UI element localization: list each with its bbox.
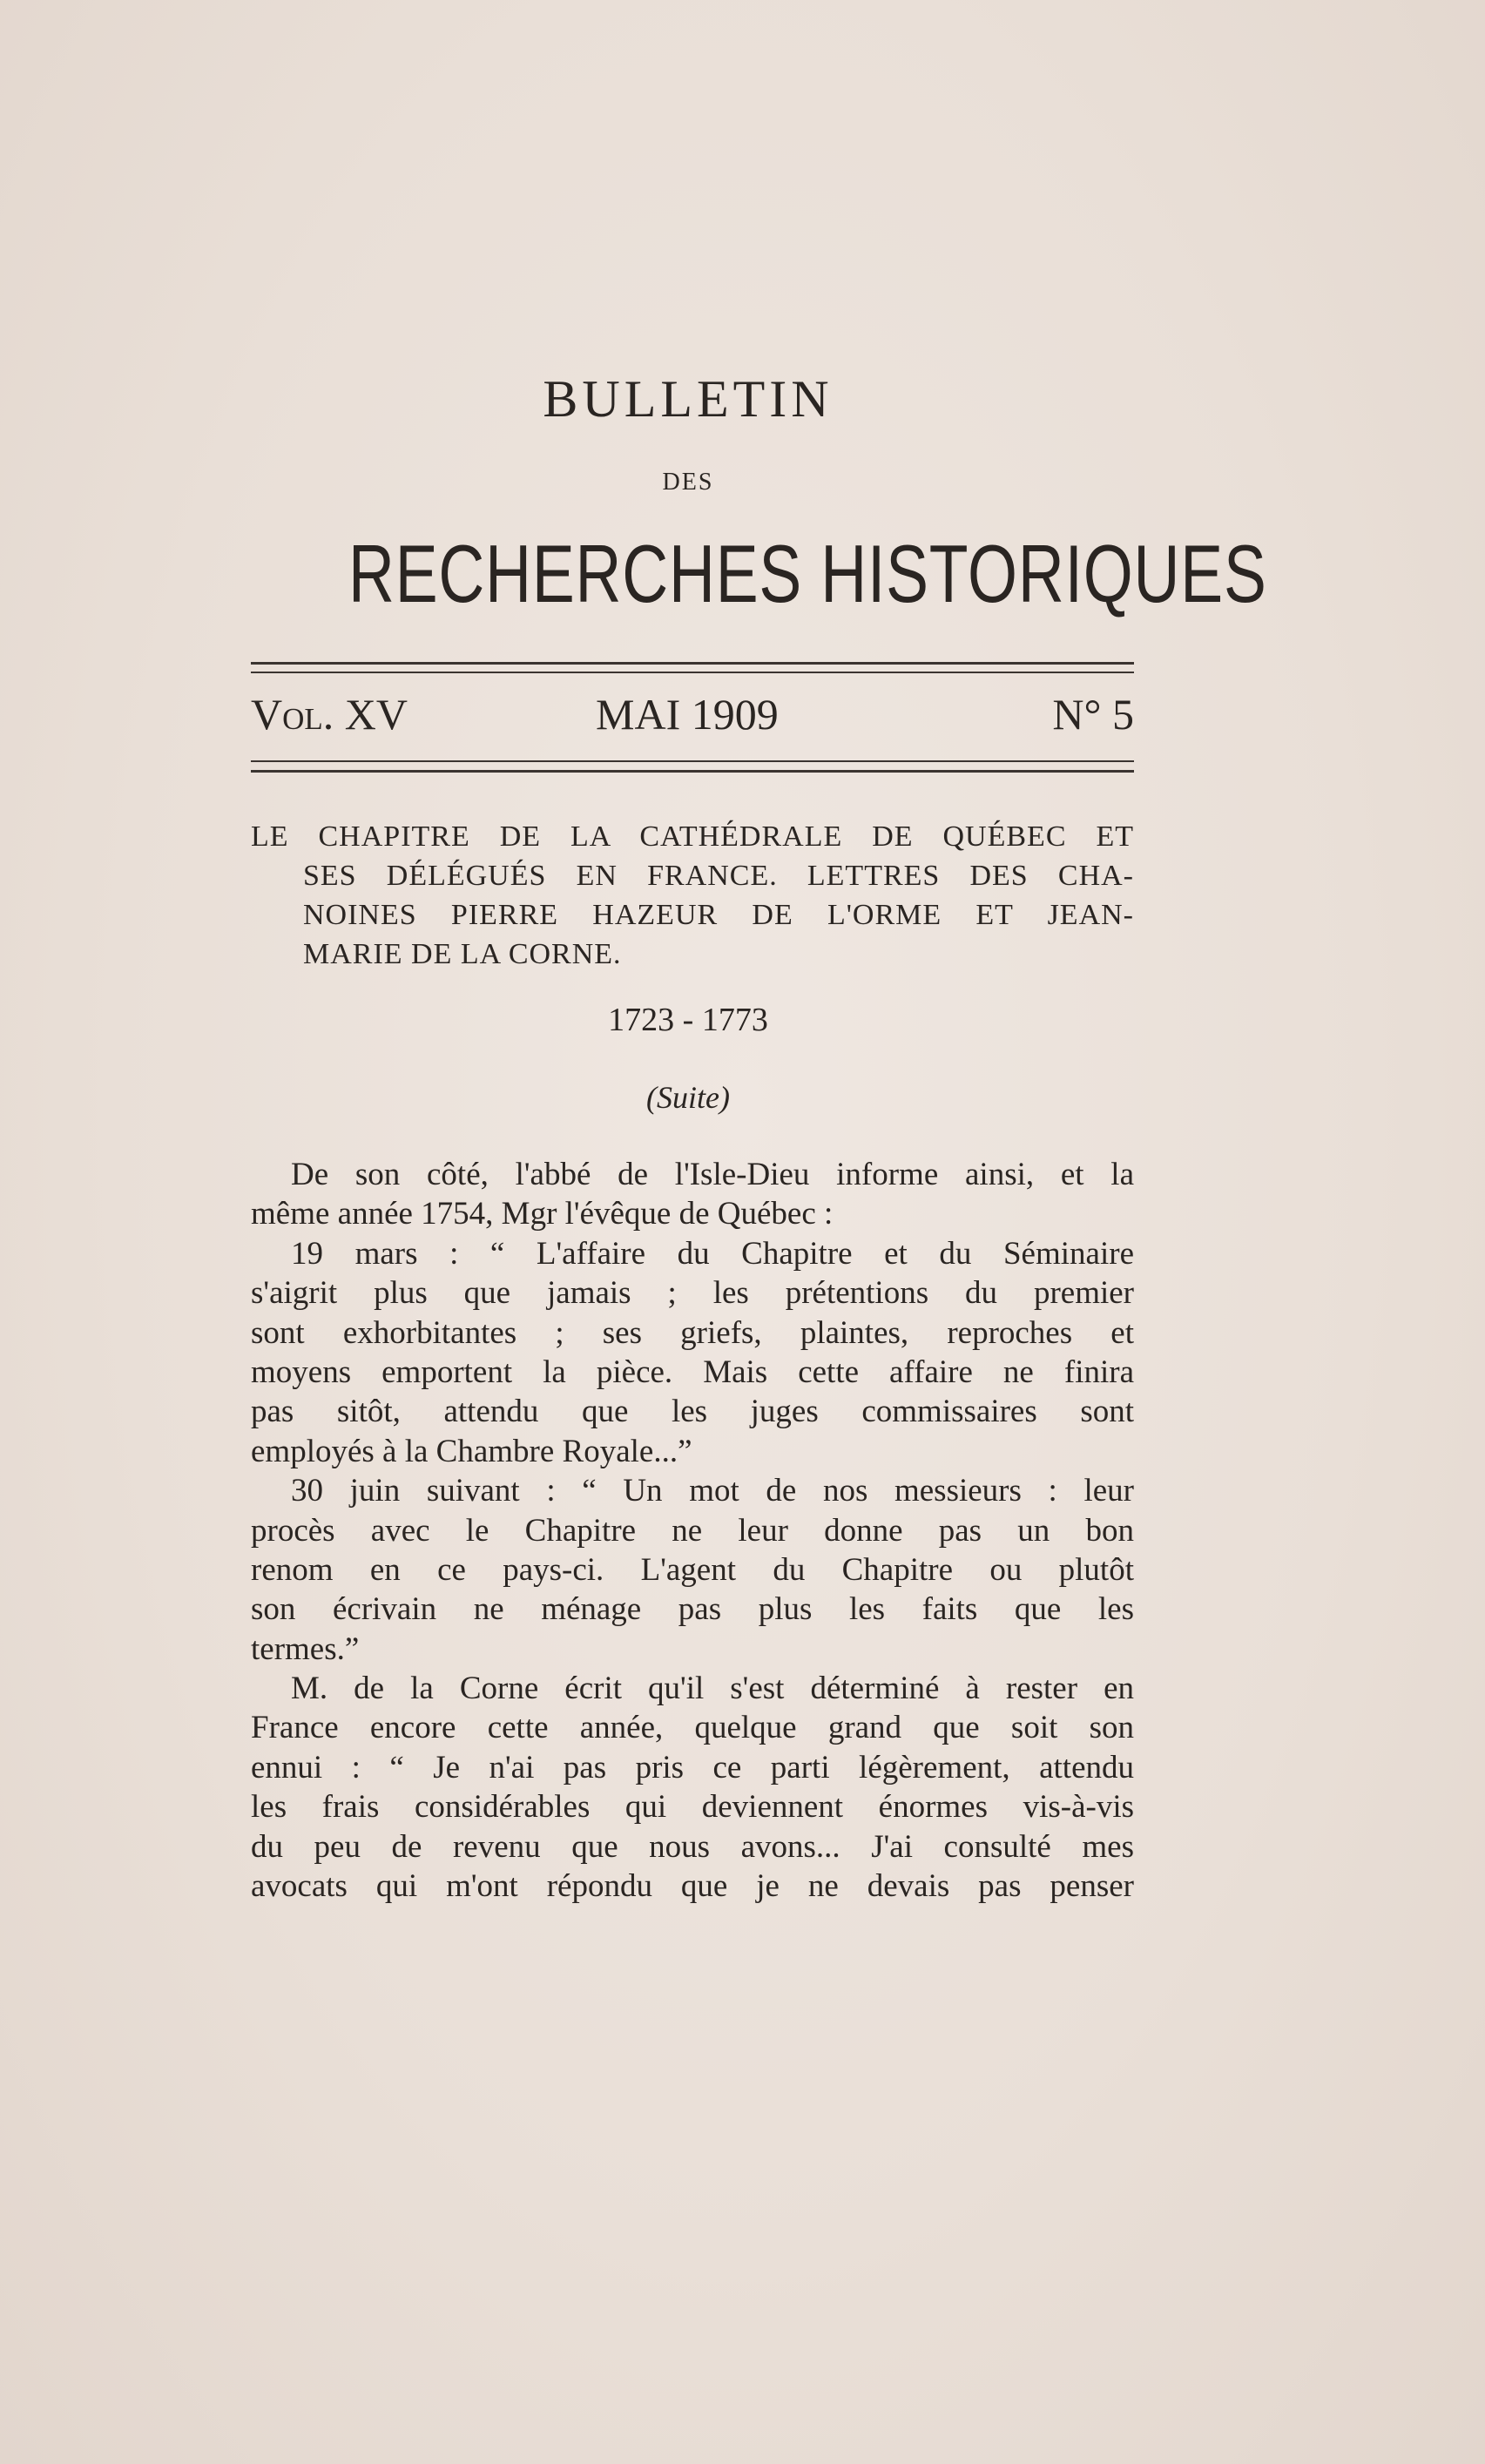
article-suite: (Suite) bbox=[646, 1080, 730, 1115]
volume-label: Vol. XV bbox=[251, 690, 408, 739]
masthead-main-title: RECHERCHES HISTORIQUES bbox=[348, 528, 1267, 619]
text-line: employés à la Chambre Royale...” bbox=[251, 1433, 692, 1469]
top-rule-1 bbox=[251, 662, 1134, 665]
bottom-rule-1 bbox=[251, 760, 1134, 762]
text-line: son écrivain ne ménage pas plus les faits que les bbox=[251, 1591, 1134, 1628]
article-title-line: NOINES PIERRE HAZEUR DE L'ORME ET JEAN- bbox=[303, 899, 1134, 931]
issue-date: MAI 1909 bbox=[596, 690, 779, 739]
text-line: procès avec le Chapitre ne leur donne pas un bon bbox=[251, 1512, 1134, 1549]
article-title-line: MARIE DE LA CORNE. bbox=[303, 938, 622, 970]
text-line: les frais considérables qui deviennent énormes vis-à-vis bbox=[251, 1789, 1134, 1826]
text-line: du peu de revenu que nous avons... J'ai consulté mes bbox=[251, 1828, 1134, 1865]
issue-number: N° 5 bbox=[1052, 690, 1134, 739]
text-line: sont exhorbitantes ; ses griefs, plaintes, reproches et bbox=[251, 1314, 1134, 1351]
text-line: pas sitôt, attendu que les juges commissaires sont bbox=[251, 1394, 1134, 1430]
text-line: France encore cette année, quelque grand que soit son bbox=[251, 1710, 1134, 1746]
article-title bbox=[251, 817, 1134, 974]
text-line: moyens emportent la pièce. Mais cette affaire ne finira bbox=[251, 1354, 1134, 1390]
text-line: M. de la Corne écrit qu'il s'est déterminé à rester en bbox=[291, 1671, 1134, 1707]
masthead-title: BULLETIN bbox=[543, 370, 834, 428]
article-title-line: SES DÉLÉGUÉS EN FRANCE. LETTRES DES CHA- bbox=[303, 860, 1134, 892]
text-line: 19 mars : “ L'affaire du Chapitre et du Séminaire bbox=[291, 1235, 1134, 1272]
top-rule-2 bbox=[251, 672, 1134, 673]
text-line: ennui : “ Je n'ai pas pris ce parti légèrement, attendu bbox=[251, 1749, 1134, 1786]
text-line: De son côté, l'abbé de l'Isle-Dieu informe ainsi, et la bbox=[291, 1157, 1134, 1192]
article-title-line: LE CHAPITRE DE LA CATHÉDRALE DE QUÉBEC ET bbox=[251, 820, 1134, 853]
issue-line bbox=[251, 690, 1134, 739]
text-line: avocats qui m'ont répondu que je ne devais pas penser bbox=[251, 1868, 1134, 1905]
text-line: s'aigrit plus que jamais ; les prétentions du premier bbox=[251, 1275, 1134, 1312]
text-line: même année 1754, Mgr l'évêque de Québec : bbox=[251, 1196, 834, 1232]
text-line: renom en ce pays-ci. L'agent du Chapitre ou plutôt bbox=[251, 1551, 1134, 1588]
text-line: termes.” bbox=[251, 1630, 360, 1667]
text-line: 30 juin suivant : “ Un mot de nos messieurs : leur bbox=[291, 1473, 1134, 1509]
bottom-rule-2 bbox=[251, 770, 1134, 773]
body-text bbox=[251, 1155, 1134, 1906]
masthead-des: DES bbox=[662, 469, 714, 496]
article-years: 1723 - 1773 bbox=[608, 1002, 768, 1038]
